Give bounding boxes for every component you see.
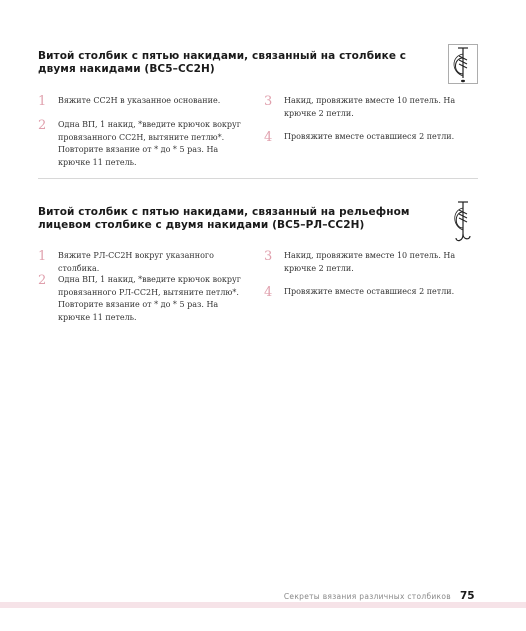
- page-number: 75: [460, 590, 475, 602]
- stitch-symbol-icon: [450, 198, 476, 244]
- step-3: [264, 250, 478, 275]
- step-text: Накид, провяжите вместе 10 петель. На крючке 2 петли.: [284, 251, 456, 273]
- stitch-symbol-icon: [448, 44, 478, 84]
- step-text: Накид, провяжите вместе 10 петель. На крючке 2 петли.: [284, 96, 456, 118]
- step-4: [264, 131, 478, 144]
- section-1-title: Витой столбик с пятью накидами, связанный на столбике с двумя накидами (ВС5–СС2Н): [38, 50, 407, 75]
- step-text: Вяжите СС2Н в указанное основание.: [58, 96, 221, 105]
- section-2: [38, 206, 478, 232]
- step-text: Одна ВП, 1 накид, *введите крючок вокруг провязанного РЛ-СС2Н, вытяните петлю*. Повторите вязание от * до * 5 раз. На крючке 11 петель.: [58, 275, 241, 322]
- section-2-title: Витой столбик с пятью накидами, связанный на рельефном лицевом столбике с двумя накидами (ВС5–РЛ–СС2Н): [38, 206, 410, 231]
- step-number: 3: [264, 249, 273, 264]
- step-number: 4: [264, 130, 273, 145]
- step-2: [38, 274, 248, 324]
- step-3: [264, 95, 478, 120]
- step-number: 3: [264, 94, 273, 109]
- section-divider: [38, 178, 478, 179]
- step-number: 1: [38, 94, 47, 109]
- step-number: 4: [264, 285, 273, 300]
- step-text: Провяжите вместе оставшиеся 2 петли.: [284, 132, 455, 141]
- step-text: Вяжите РЛ-СС2Н вокруг указанного столбика.: [58, 251, 214, 273]
- step-1: [38, 95, 248, 108]
- step-text: Одна ВП, 1 накид, *введите крючок вокруг провязанного СС2Н, вытяните петлю*. Повторите вязание от * до * 5 раз. На крючке 11 петель.: [58, 120, 241, 167]
- step-number: 2: [38, 273, 47, 288]
- section-1: [38, 50, 478, 76]
- footer-running-title: Секреты вязания различных столбиков: [283, 592, 451, 601]
- step-text: Провяжите вместе оставшиеся 2 петли.: [284, 287, 455, 296]
- step-number: 2: [38, 118, 47, 133]
- step-1: [38, 250, 248, 275]
- step-2: [38, 119, 248, 169]
- footer-bar: [0, 602, 526, 608]
- step-number: 1: [38, 249, 47, 264]
- step-4: [264, 286, 478, 299]
